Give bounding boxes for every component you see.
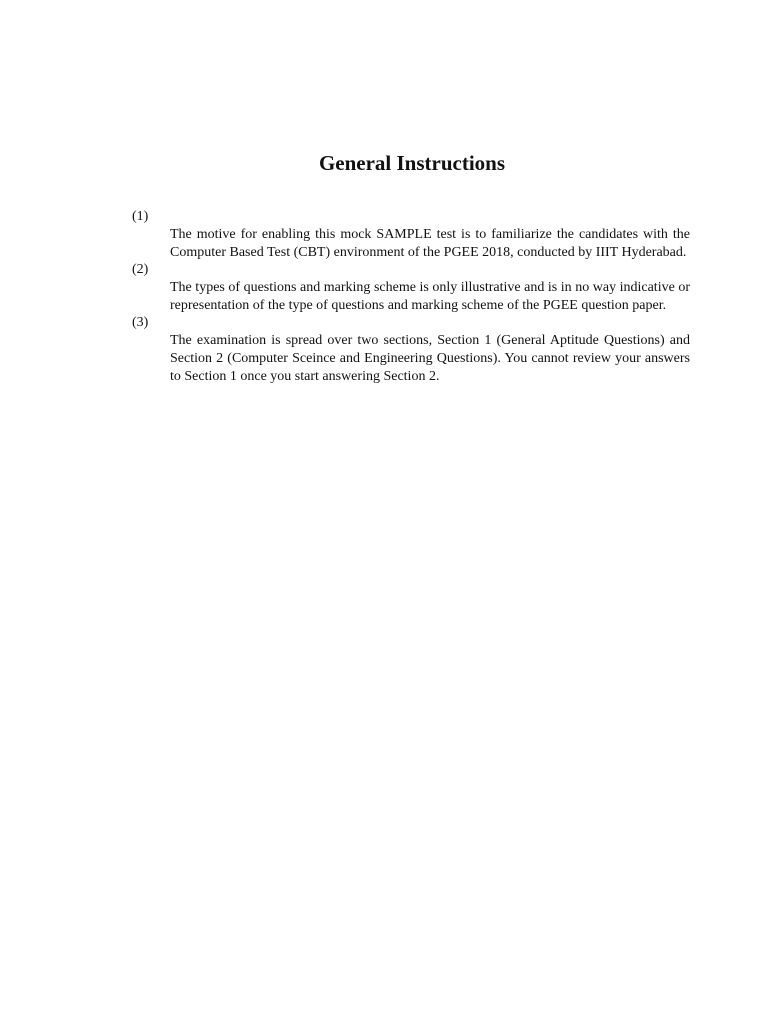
page-title: General Instructions [318, 151, 506, 175]
instruction-item-1 [132, 208, 692, 261]
item-text: The examination is spread over two sections, Section 1 (General Aptitude Questions) and Section 2 (Computer Sceince and Engineering Questions). You cannot review your answers to Section 1 once you start answering Section 2. [170, 333, 690, 384]
item-text: The types of questions and marking scheme is only illustrative and is in no way indicative or representation of the type of questions and marking scheme of the PGEE question paper. [170, 280, 690, 313]
instruction-item-2 [132, 261, 692, 314]
instructions-list [132, 208, 692, 385]
item-number: (3) [132, 315, 149, 331]
item-text: The motive for enabling this mock SAMPLE test is to familiarize the candidates with the Computer Based Test (CBT) environment of the PGEE 2018, conducted by IIIT Hyderabad. [170, 227, 690, 260]
item-number: (1) [132, 209, 149, 224]
item-number: (2) [132, 262, 149, 278]
instruction-item-3 [132, 314, 692, 385]
